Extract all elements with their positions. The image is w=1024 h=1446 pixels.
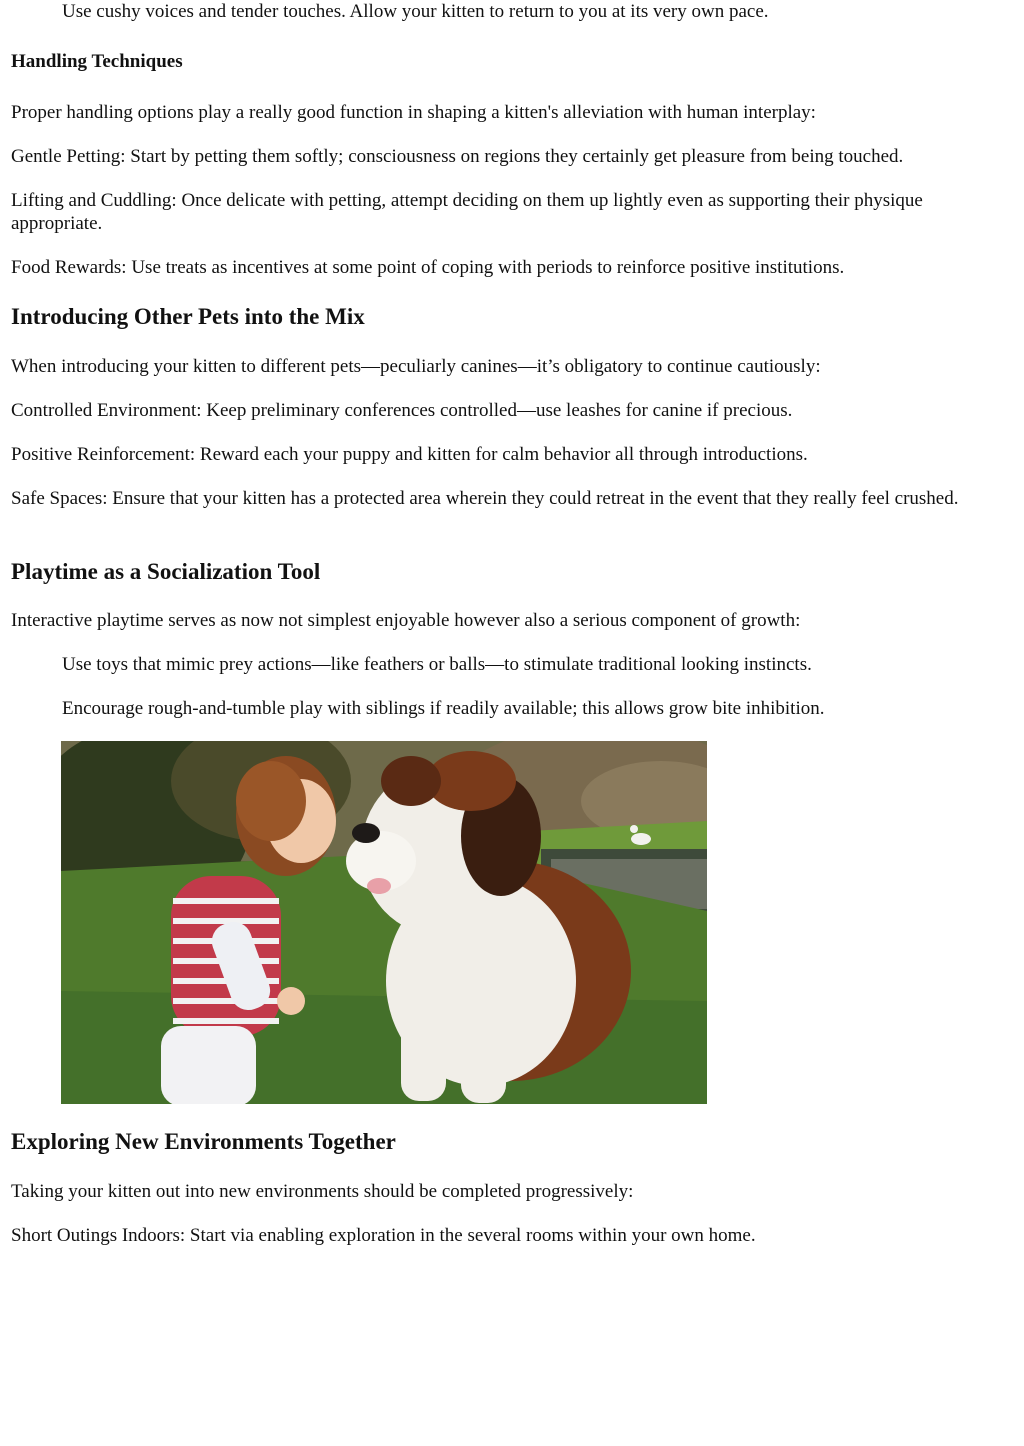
heading-other-pets: Introducing Other Pets into the Mix bbox=[11, 304, 365, 329]
handling-item-lifting: Lifting and Cuddling: Once delicate with petting, attempt deciding on them up lightly even as supporting their physique appropriate. bbox=[11, 190, 923, 234]
heading-playtime: Playtime as a Socialization Tool bbox=[11, 559, 321, 584]
heading-handling-techniques: Handling Techniques bbox=[11, 51, 183, 72]
environments-intro: Taking your kitten out into new environments should be completed progressively: bbox=[11, 1181, 634, 1202]
playtime-item-toys: Use toys that mimic prey actions—like feathers or balls—to stimulate traditional looking instincts. bbox=[62, 654, 812, 675]
other-pets-intro: When introducing your kitten to different pets—peculiarly canines—it’s obligatory to continue cautiously: bbox=[11, 356, 821, 377]
other-pets-item-controlled: Controlled Environment: Keep preliminary conferences controlled—use leashes for canine if precious. bbox=[11, 400, 793, 421]
other-pets-item-safe-spaces: Safe Spaces: Ensure that your kitten has a protected area wherein they could retreat in the event that they really feel crushed. bbox=[11, 488, 959, 509]
handling-intro: Proper handling options play a really good function in shaping a kitten's alleviation with human interplay: bbox=[11, 102, 816, 123]
playtime-item-rough-play: Encourage rough-and-tumble play with siblings if readily available; this allows grow bite inhibition. bbox=[62, 698, 825, 719]
heading-new-environments: Exploring New Environments Together bbox=[11, 1129, 396, 1154]
playtime-intro: Interactive playtime serves as now not simplest enjoyable however also a serious component of growth: bbox=[11, 610, 801, 631]
other-pets-item-reinforcement: Positive Reinforcement: Reward each your puppy and kitten for calm behavior all through introductions. bbox=[11, 444, 808, 465]
child-and-dog-photo bbox=[61, 741, 707, 1104]
environments-item-indoors: Short Outings Indoors: Start via enabling exploration in the several rooms within your own home. bbox=[11, 1225, 756, 1246]
photo-illustration bbox=[61, 741, 707, 1104]
handling-item-petting: Gentle Petting: Start by petting them softly; consciousness on regions they certainly get pleasure from being touched. bbox=[11, 146, 904, 167]
handling-item-food-rewards: Food Rewards: Use treats as incentives at some point of coping with periods to reinforce positive institutions. bbox=[11, 257, 845, 278]
intro-tail-text: Use cushy voices and tender touches. Allow your kitten to return to you at its very own pace. bbox=[62, 1, 769, 22]
